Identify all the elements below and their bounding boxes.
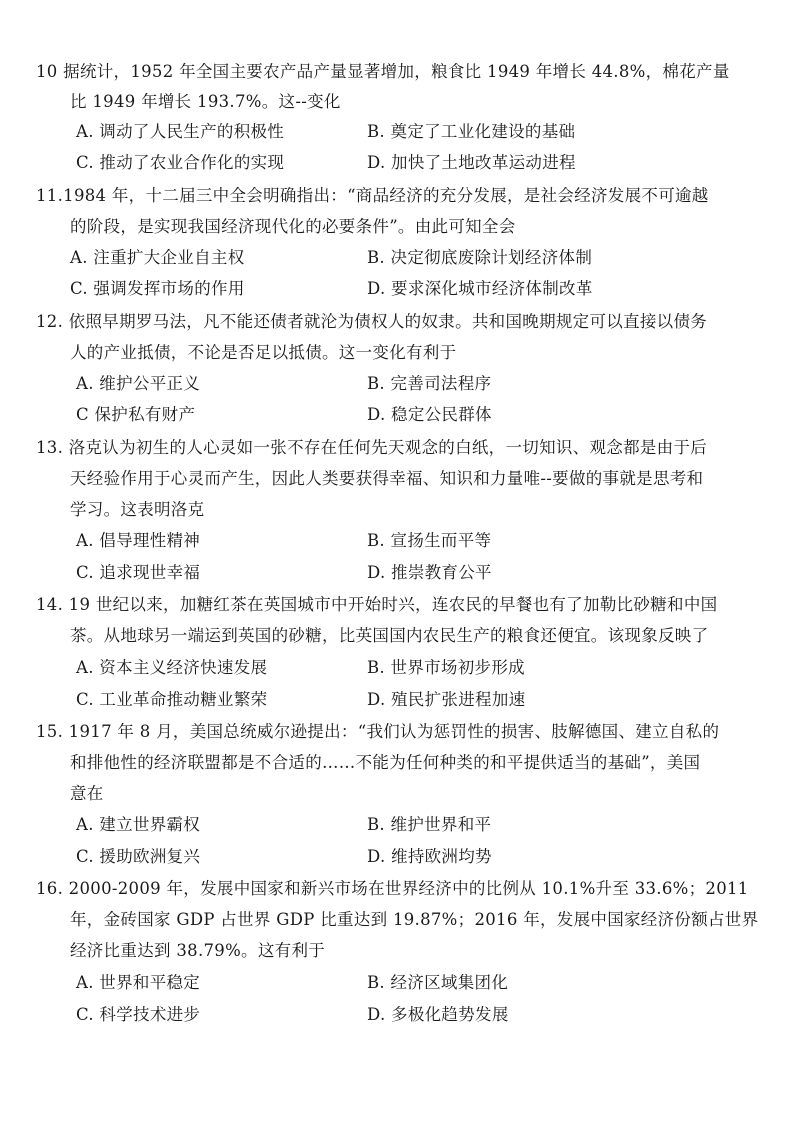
question-15-line-2: 和排他性的经济联盟都是不合适的……不能为任何种类的和平提供适当的基础”，美国: [70, 753, 701, 772]
question-15-option-a: A. 建立世界霸权: [76, 815, 201, 834]
question-16-option-d: D. 多极化趋势发展: [367, 1005, 509, 1024]
question-10-option-d: D. 加快了土地改革运动进程: [367, 153, 576, 172]
question-15-line-1: 15. 1917 年 8 月，美国总统威尔逊提出：“我们认为惩罚性的损害、肢解德国、建立自私的: [36, 722, 720, 741]
question-11-line-1: 11.1984 年，十二届三中全会明确指出：“商品经济的充分发展，是社会经济发展不可逾越: [36, 186, 709, 205]
question-16-option-c: C. 科学技术进步: [76, 1005, 201, 1024]
question-11-line-2: 的阶段，是实现我国经济现代化的必要条件”。由此可知全会: [70, 217, 516, 236]
question-10-option-c: C. 推动了农业合作化的实现: [76, 153, 285, 172]
question-10-line-1: 10 据统计，1952 年全国主要农产品产量显著增加，粮食比 1949 年增长 44.8%，棉花产量: [36, 62, 730, 81]
question-11-option-b: B. 决定彻底废除计划经济体制: [367, 248, 593, 267]
question-16-option-b: B. 经济区域集团化: [367, 973, 509, 992]
question-15-line-3: 意在: [70, 784, 104, 803]
question-16-line-2: 年，金砖国家 GDP 占世界 GDP 比重达到 19.87%；2016 年，发展中国家经济份额占世界: [70, 910, 759, 929]
question-12-option-d: D. 稳定公民群体: [367, 405, 492, 424]
question-11-option-a: A. 注重扩大企业自主权: [70, 248, 245, 267]
question-13-option-a: A. 倡导理性精神: [76, 531, 201, 550]
question-16-option-a: A. 世界和平稳定: [76, 973, 201, 992]
question-15-option-d: D. 维持欧洲均势: [367, 847, 492, 866]
question-12-line-2: 人的产业抵债，不论是否足以抵债。这一变化有利于: [70, 343, 457, 362]
question-12-line-1: 12. 依照早期罗马法，凡不能还债者就沦为债权人的奴隶。共和国晚期规定可以直接以债务: [36, 312, 708, 331]
question-14-option-d: D. 殖民扩张进程加速: [367, 690, 526, 709]
question-16-line-1: 16. 2000-2009 年，发展中国家和新兴市场在世界经济中的比例从 10.1%升至 33.6%；2011: [36, 879, 749, 898]
question-13-option-c: C. 追求现世幸福: [76, 563, 201, 582]
question-13-option-d: D. 推崇教育公平: [367, 563, 492, 582]
question-13-option-b: B. 宣扬生而平等: [367, 531, 492, 550]
question-10-option-b: B. 奠定了工业化建设的基础: [367, 122, 576, 141]
question-14-option-b: B. 世界市场初步形成: [367, 658, 525, 677]
question-12-option-b: B. 完善司法程序: [367, 374, 492, 393]
question-13-line-2: 天经验作用于心灵而产生，因此人类要获得幸福、知识和力量唯--要做的事就是思考和: [70, 469, 704, 488]
question-12-option-c: C 保护私有财产: [76, 405, 196, 424]
question-16-line-3: 经济比重达到 38.79%。这有利于: [70, 941, 326, 960]
question-15-option-b: B. 维护世界和平: [367, 815, 492, 834]
question-12-option-a: A. 维护公平正义: [76, 374, 201, 393]
question-10-option-a: A. 调动了人民生产的积极性: [76, 122, 285, 141]
question-14-line-2: 茶。从地球另一端运到英国的砂糖，比英国国内农民生产的粮食还便宜。该现象反映了: [70, 626, 709, 645]
question-15-option-c: C. 援助欧洲复兴: [76, 847, 201, 866]
question-11-option-c: C. 强调发挥市场的作用: [70, 279, 245, 298]
question-11-option-d: D. 要求深化城市经济体制改革: [367, 279, 593, 298]
question-10-line-2: 比 1949 年增长 193.7%。这--变化: [70, 92, 341, 111]
question-14-line-1: 14. 19 世纪以来，加糖红茶在英国城市中开始时兴，连农民的早餐也有了加勒比砂糖和中国: [36, 595, 718, 614]
question-14-option-c: C. 工业革命推动糖业繁荣: [76, 690, 268, 709]
question-13-line-1: 13. 洛克认为初生的人心灵如一张不存在任何先天观念的白纸，一切知识、观念都是由于后: [36, 438, 708, 457]
question-13-line-3: 学习。这表明洛克: [70, 500, 205, 519]
question-14-option-a: A. 资本主义经济快速发展: [76, 658, 268, 677]
